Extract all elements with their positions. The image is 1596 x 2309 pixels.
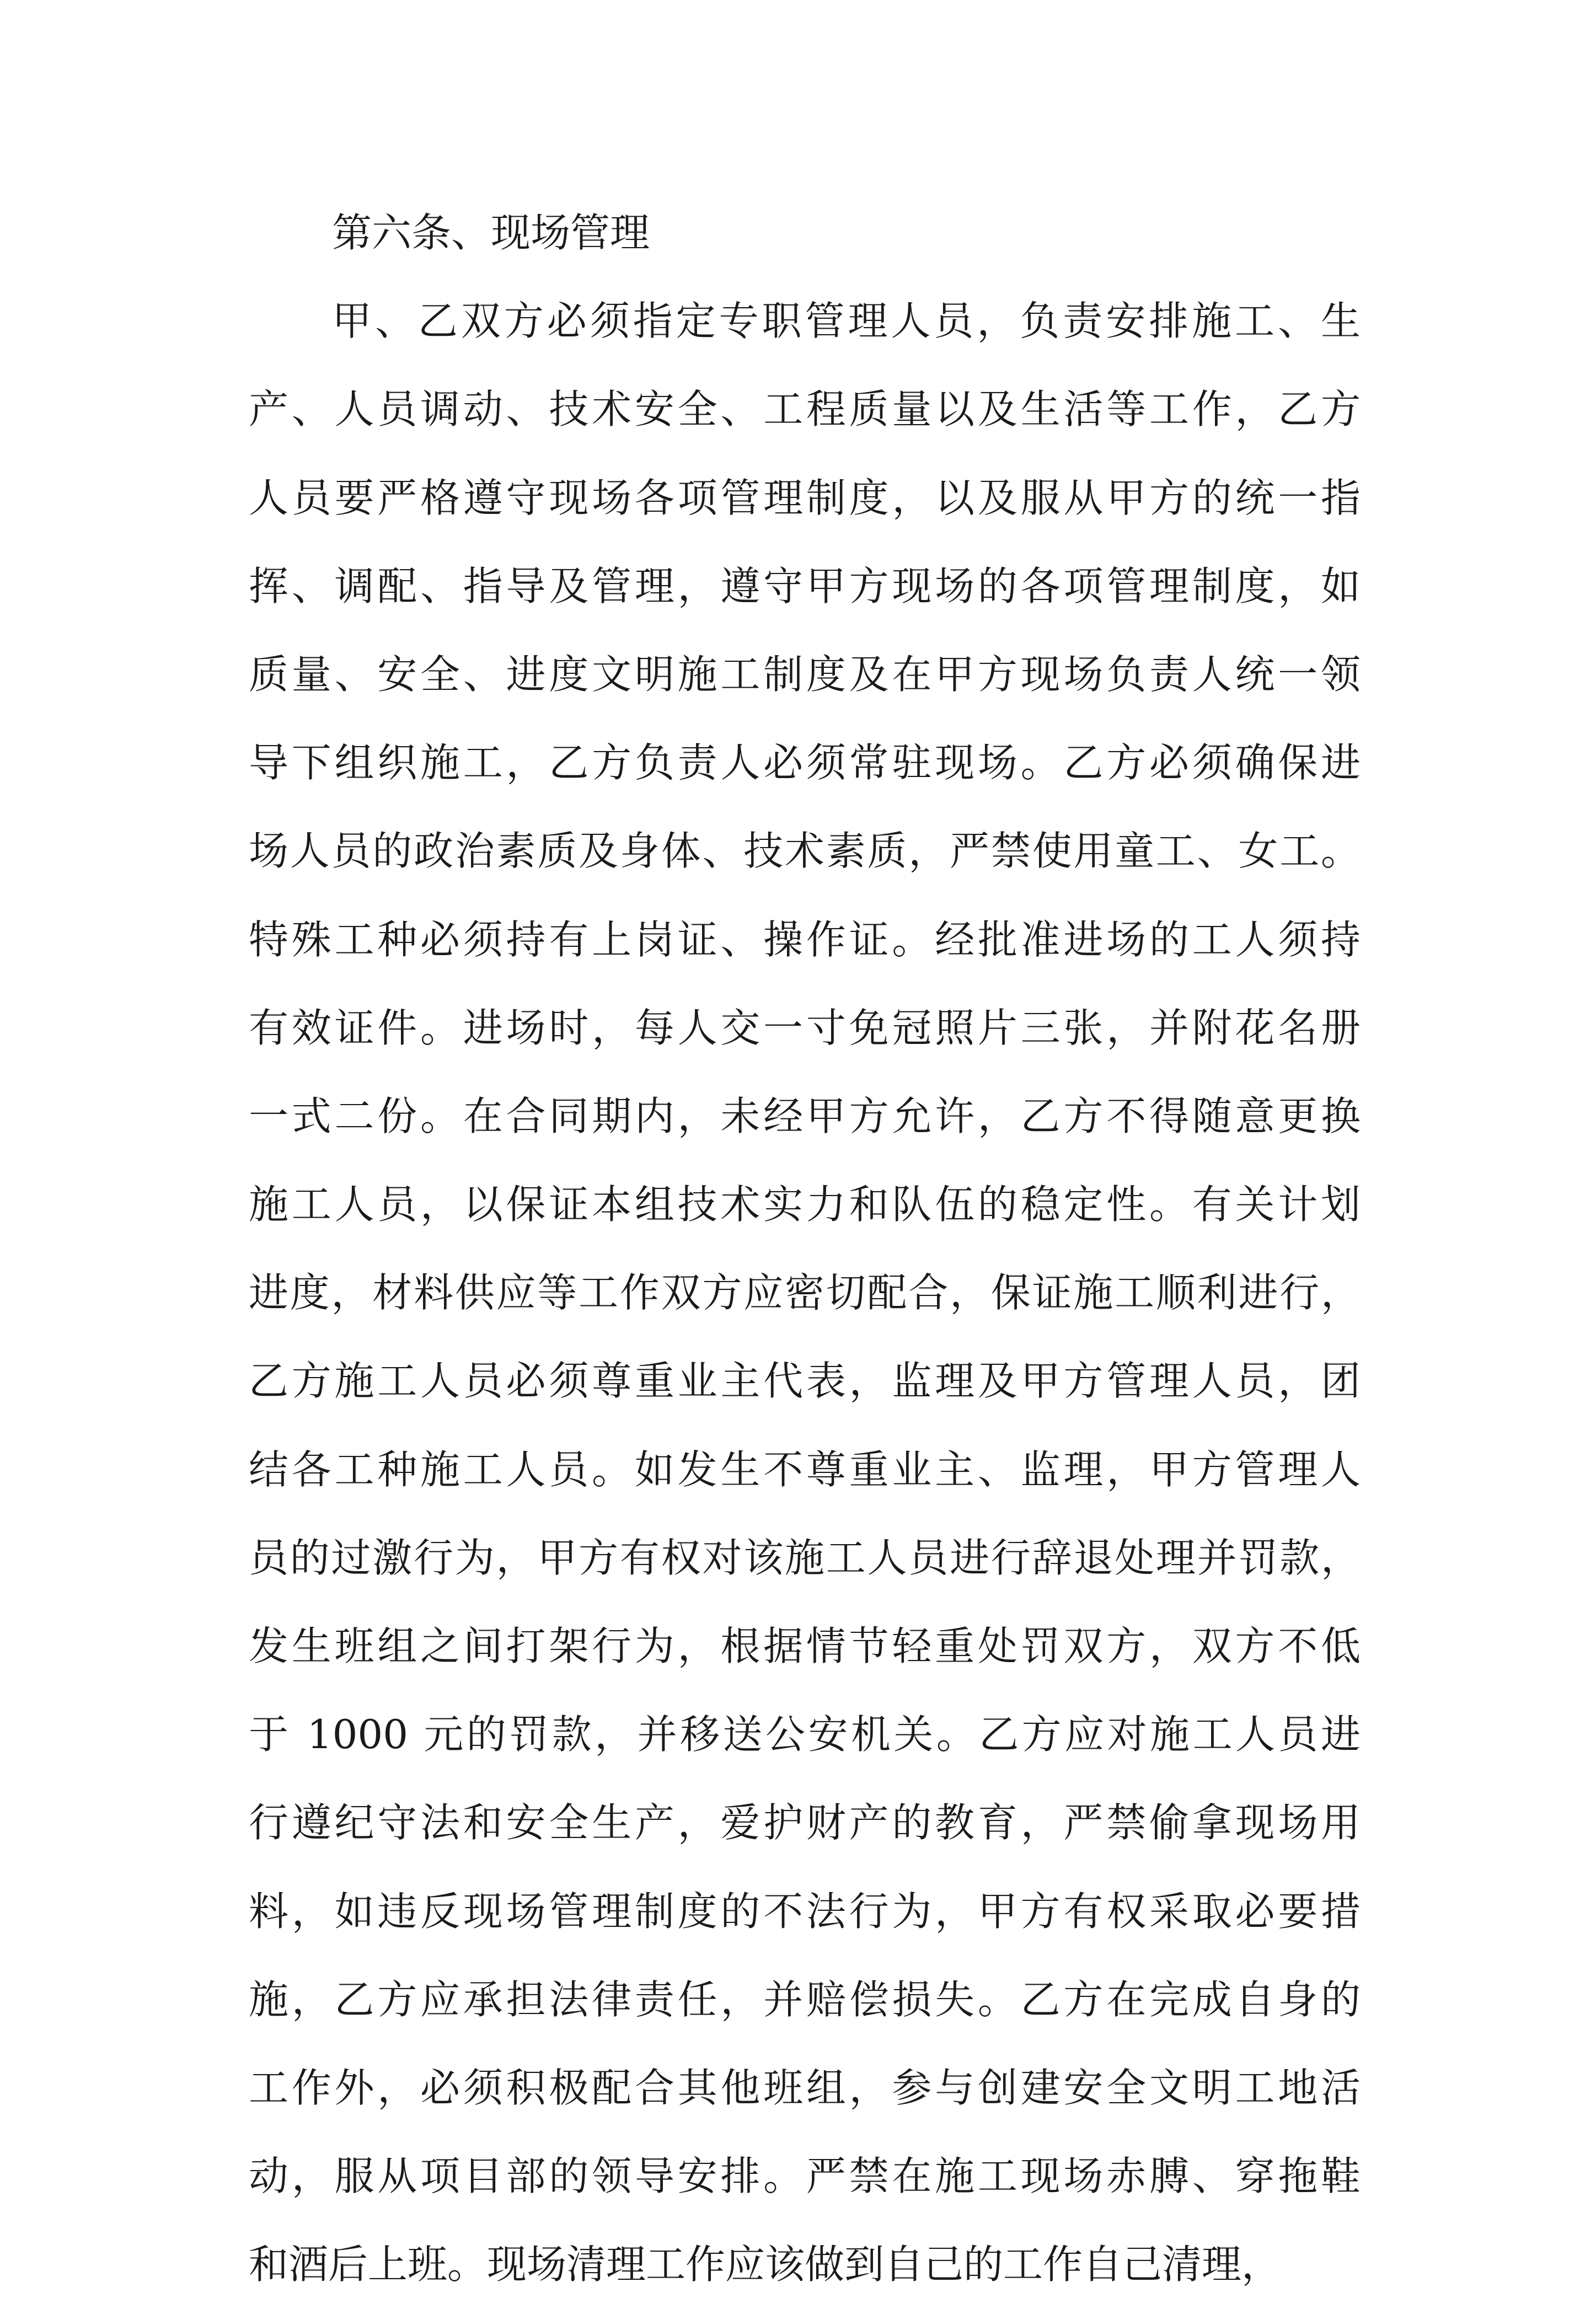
paragraph-line: 产、人员调动、技术安全、工程质量以及生活等工作，乙方: [249, 386, 1361, 433]
paragraph-line: 发生班组之间打架行为，根据情节轻重处罚双方，双方不低: [249, 1623, 1361, 1669]
paragraph-line: 特殊工种必须持有上岗证、操作证。经批准进场的工人须持: [249, 916, 1361, 963]
document-body: [249, 189, 1361, 2309]
paragraph-line: 质量、安全、进度文明施工制度及在甲方现场负责人统一领: [249, 651, 1361, 698]
paragraph-line: 一式二份。在合同期内，未经甲方允许，乙方不得随意更换: [249, 1092, 1361, 1139]
paragraph-line: 场人员的政治素质及身体、技术素质，严禁使用童工、女工。: [249, 828, 1361, 875]
paragraph-line: 员的过激行为，甲方有权对该施工人员进行辞退处理并罚款，: [249, 1534, 1361, 1581]
paragraph-line: 甲、乙双方必须指定专职管理人员，负责安排施工、生: [332, 298, 1361, 345]
paragraph-line: 动，服从项目部的领导安排。严禁在施工现场赤膊、穿拖鞋: [249, 2153, 1361, 2200]
paragraph-line: 导下组织施工，乙方负责人必须常驻现场。乙方必须确保进: [249, 740, 1361, 786]
paragraph-line: 料，如违反现场管理制度的不法行为，甲方有权采取必要措: [249, 1888, 1361, 1935]
paragraph-line: 有效证件。进场时，每人交一寸免冠照片三张，并附花名册: [249, 1004, 1361, 1051]
paragraph-line: 工作外，必须积极配合其他班组，参与创建安全文明工地活: [249, 2064, 1361, 2111]
paragraph-line: 行遵纪守法和安全生产，爱护财产的教育，严禁偷拿现场用: [249, 1799, 1361, 1846]
paragraph-line: 结各工种施工人员。如发生不尊重业主、监理，甲方管理人: [249, 1446, 1361, 1493]
paragraph-line: 挥、调配、指导及管理，遵守甲方现场的各项管理制度，如: [249, 562, 1361, 609]
section-heading: 第六条、现场管理: [332, 210, 650, 256]
paragraph-line: 施工人员，以保证本组技术实力和队伍的稳定性。有关计划: [249, 1181, 1361, 1228]
paragraph-line: 进度，材料供应等工作双方应密切配合，保证施工顺利进行，: [249, 1269, 1361, 1316]
paragraph: [249, 277, 1361, 2308]
paragraph-line: 于 1000 元的罚款，并移送公安机关。乙方应对施工人员进: [249, 1711, 1361, 1758]
paragraph-line: 人员要严格遵守现场各项管理制度，以及服从甲方的统一指: [249, 474, 1361, 521]
paragraph-line: 和酒后上班。现场清理工作应该做到自己的工作自己清理，: [249, 2241, 1282, 2288]
paragraph-line: 乙方施工人员必须尊重业主代表，监理及甲方管理人员，团: [249, 1358, 1361, 1405]
paragraph-line: 施，乙方应承担法律责任，并赔偿损失。乙方在完成自身的: [249, 1976, 1361, 2023]
